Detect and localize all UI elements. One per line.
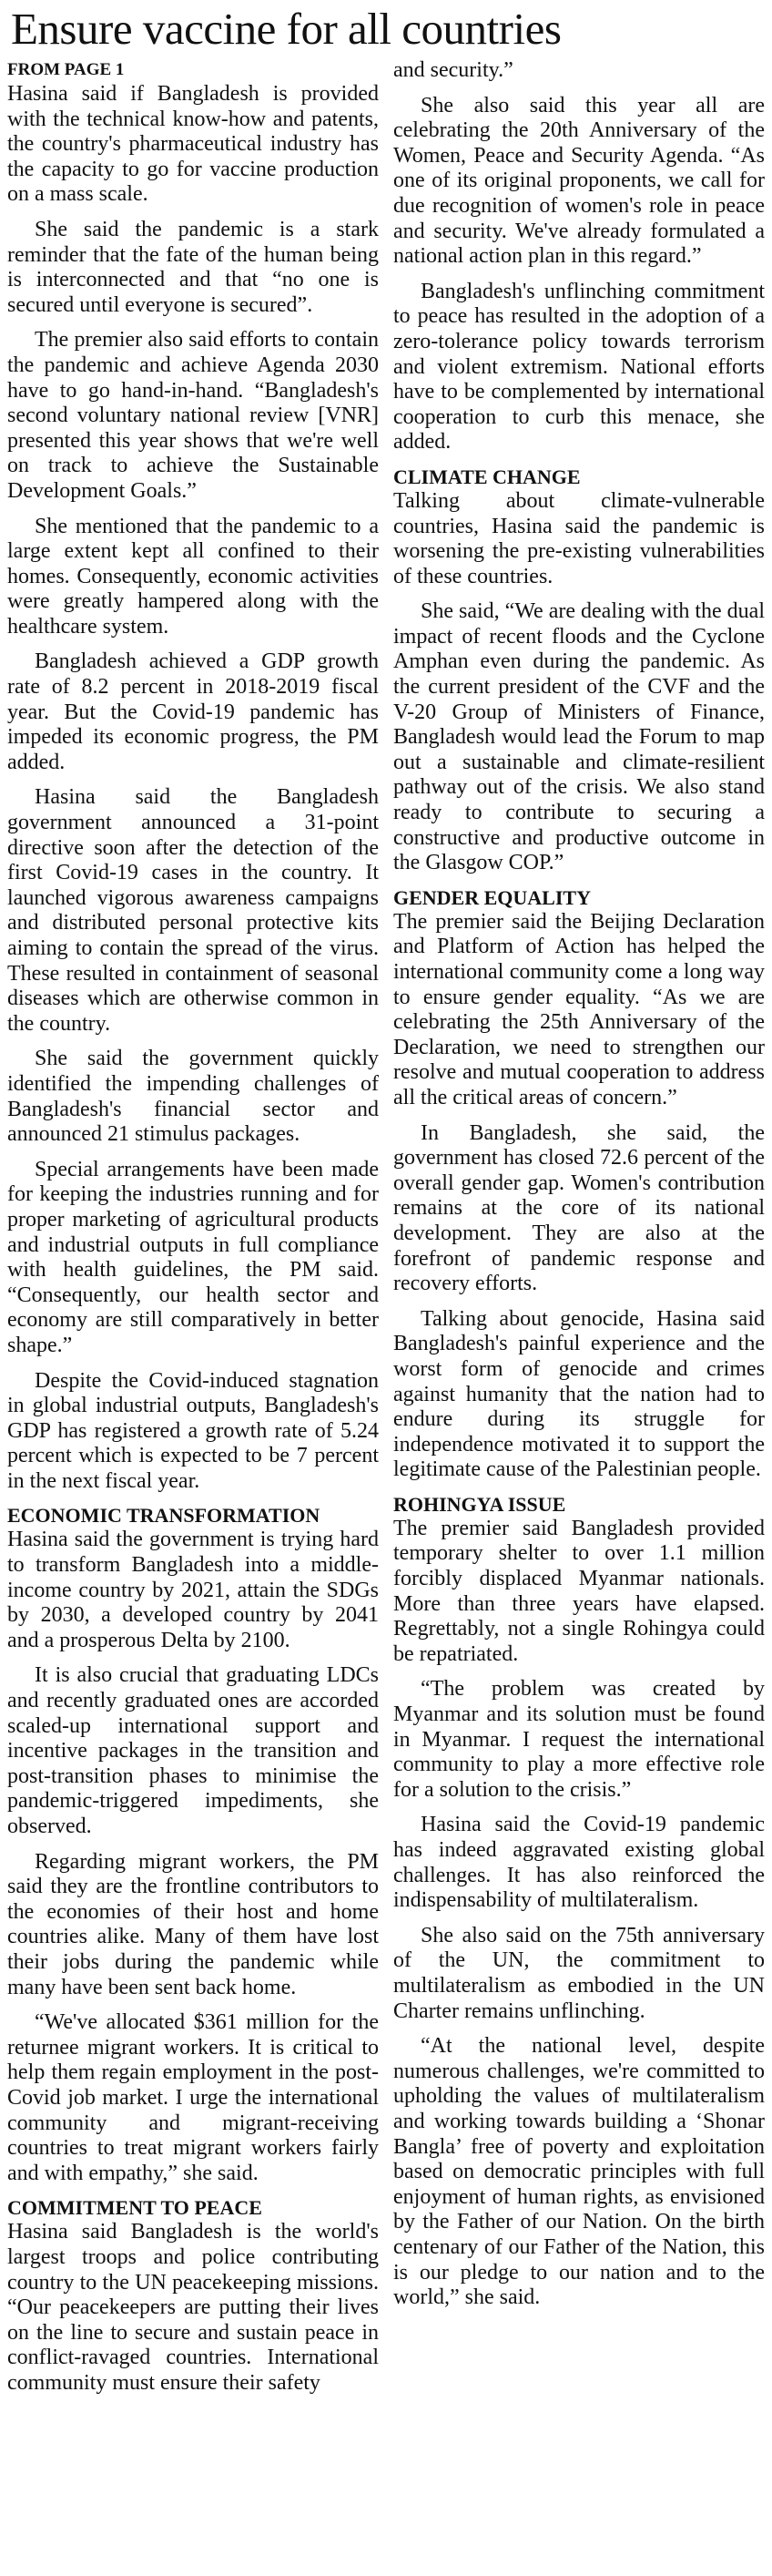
article-paragraph: The premier said the Beijing Declaration and Platform of Action has helped the international community come a long way to ensure gender equality. “As we are celebrating the 25th Anniversary of the Declaration, we need to strengthen our resolve and mutual cooperation to address all the critical areas of concern.”: [393, 909, 765, 1109]
section-subhead: ECONOMIC TRANSFORMATION: [7, 1504, 320, 1528]
article-paragraph: She also said on the 75th anniversary of the UN, the commitment to multilateralism as embodied in the UN Charter remains unflinching.: [393, 1923, 765, 2023]
article-paragraph: Talking about genocide, Hasina said Bangladesh's painful experience and the worst form of genocide and crimes against humanity that the nation had to endure during its struggle for independence motivated it to support the legitimate cause of the Palestinian people.: [393, 1306, 765, 1482]
article-paragraph: In Bangladesh, she said, the government has closed 72.6 percent of the overall gender gap. Women's contribution remains at the core of its national development. They are also at the forefront of pandemic response and recovery efforts.: [393, 1120, 765, 1296]
article-paragraph: She said the pandemic is a stark reminder that the fate of the human being is interconnected and that “no one is secured until everyone is secured”.: [7, 217, 379, 317]
article-paragraph: “The problem was created by Myanmar and its solution must be found in Myanmar. I request the international community to play a more effective role for a solution to the crisis.”: [393, 1677, 765, 1802]
article-paragraph: Hasina said Bangladesh is the world's largest troops and police contributing country to the UN peacekeeping missions. “Our peacekeepers are putting their lives on the line to secure and sustain peace in conflict-ravaged countries. International community must ensure their safety: [7, 2220, 379, 2395]
article-paragraph: “We've allocated $361 million for the returnee migrant workers. It is critical to help them regain employment in the post-Covid job market. I urge the international community and migrant-receiving countries to treat migrant workers fairly and with empathy,” she said.: [7, 2010, 379, 2185]
section-subhead: ROHINGYA ISSUE: [393, 1492, 566, 1516]
article-paragraph: Hasina said if Bangladesh is provided with the technical know-how and patents, the country's pharmaceutical industry has the capacity to go for vaccine production on a mass scale.: [7, 82, 379, 207]
article-paragraph: Hasina said the Bangladesh government announced a 31-point directive soon after the detection of the first Covid-19 cases in the country. It launched vigorous awareness campaigns and distributed personal protective kits aiming to contain the spread of the virus. These resulted in containment of seasonal diseases which are otherwise common in the country.: [7, 785, 379, 1036]
article-paragraph: She said the government quickly identified the impending challenges of Bangladesh's financial sector and announced 21 stimulus packages.: [7, 1047, 379, 1147]
article-paragraph: It is also crucial that graduating LDCs and recently graduated ones are accorded scaled-up international support and incentive packages in the transition and post-transition phases to minimise the pandemic-triggered impediments, she observed.: [7, 1663, 379, 1838]
dateline: FROM PAGE 1: [7, 60, 125, 79]
article-paragraph: and security.”: [393, 58, 513, 82]
article-paragraph: She also said this year all are celebrating the 20th Anniversary of the Women, Peace and Security Agenda. “As one of its original proponents, we call for due recognition of women's role in peace and security. We've already formulated a national action plan in this regard.”: [393, 93, 765, 269]
section-subhead: CLIMATE CHANGE: [393, 465, 581, 488]
article-paragraph: Talking about climate-vulnerable countries, Hasina said the pandemic is worsening the pre-existing vulnerabilities of these countries.: [393, 488, 765, 588]
article-paragraph: Hasina said the Covid-19 pandemic has indeed aggravated existing global challenges. It has also reinforced the indispensability of multilateralism.: [393, 1813, 765, 1913]
article-paragraph: “At the national level, despite numerous challenges, we're committed to upholding the values of multilateralism and working towards building a ‘Shonar Bangla’ free of poverty and exploitation based on democratic principles with full enjoyment of human rights, as envisioned by the Father of our Nation. On the birth centenary of our Father of the Nation, this is our pledge to our nation and to the world,” she said.: [393, 2034, 765, 2310]
article-page: [0, 4, 772, 2576]
article-paragraph: The premier said Bangladesh provided temporary shelter to over 1.1 million forcibly displaced Myanmar nationals. More than three years have elapsed. Regrettably, not a single Rohingya could be repatriated.: [393, 1516, 765, 1666]
article-paragraph: Regarding migrant workers, the PM said they are the frontline contributors to the economies of their host and home countries alike. Many of them have lost their jobs during the pandemic while many have been sent back home.: [7, 1849, 379, 1999]
article-paragraph: The premier also said efforts to contain the pandemic and achieve Agenda 2030 have to go hand-in-hand. “Bangladesh's second voluntary national review [VNR] presented this year shows that we're well on track to achieve the Sustainable Development Goals.”: [7, 328, 379, 503]
article-paragraph: Bangladesh's unflinching commitment to peace has resulted in the adoption of a zero-tolerance policy towards terrorism and violent extremism. National efforts have to be complemented by international cooperation to curb this menace, she added.: [393, 279, 765, 455]
headline: Ensure vaccine for all countries: [11, 4, 562, 54]
article-paragraph: She said, “We are dealing with the dual impact of recent floods and the Cyclone Amphan even during the pandemic. As the current president of the CVF and the V-20 Group of Ministers of Finance, Bangladesh would lead the Forum to map out a sustainable and climate-resilient pathway out of the crisis. We also stand ready to contribute to securing a constructive and productive outcome in the Glasgow COP.”: [393, 599, 765, 875]
article-paragraph: Bangladesh achieved a GDP growth rate of 8.2 percent in 2018-2019 fiscal year. But the Covid-19 pandemic has impeded its economic progress, the PM added.: [7, 649, 379, 774]
article-paragraph: Despite the Covid-induced stagnation in global industrial outputs, Bangladesh's GDP has registered a growth rate of 5.24 percent which is expected to be 7 percent in the next fiscal year.: [7, 1368, 379, 1493]
article-paragraph: Special arrangements have been made for keeping the industries running and for proper marketing of agricultural products and industrial outputs in full compliance with health guidelines, the PM said. “Consequently, our health sector and economy are still comparatively in better shape.”: [7, 1157, 379, 1357]
column-right: [393, 58, 765, 2406]
article-paragraph: She mentioned that the pandemic to a large extent kept all confined to their homes. Consequently, economic activities were greatly hampered along with the healthcare system.: [7, 514, 379, 639]
section-subhead: GENDER EQUALITY: [393, 885, 591, 909]
section-subhead: COMMITMENT TO PEACE: [7, 2196, 262, 2220]
article-columns: [7, 58, 765, 2406]
column-left: [7, 58, 379, 2406]
article-paragraph: Hasina said the government is trying hard to transform Bangladesh into a middle-income country by 2021, attain the SDGs by 2030, a developed country by 2041 and a prosperous Delta by 2100.: [7, 1528, 379, 1652]
